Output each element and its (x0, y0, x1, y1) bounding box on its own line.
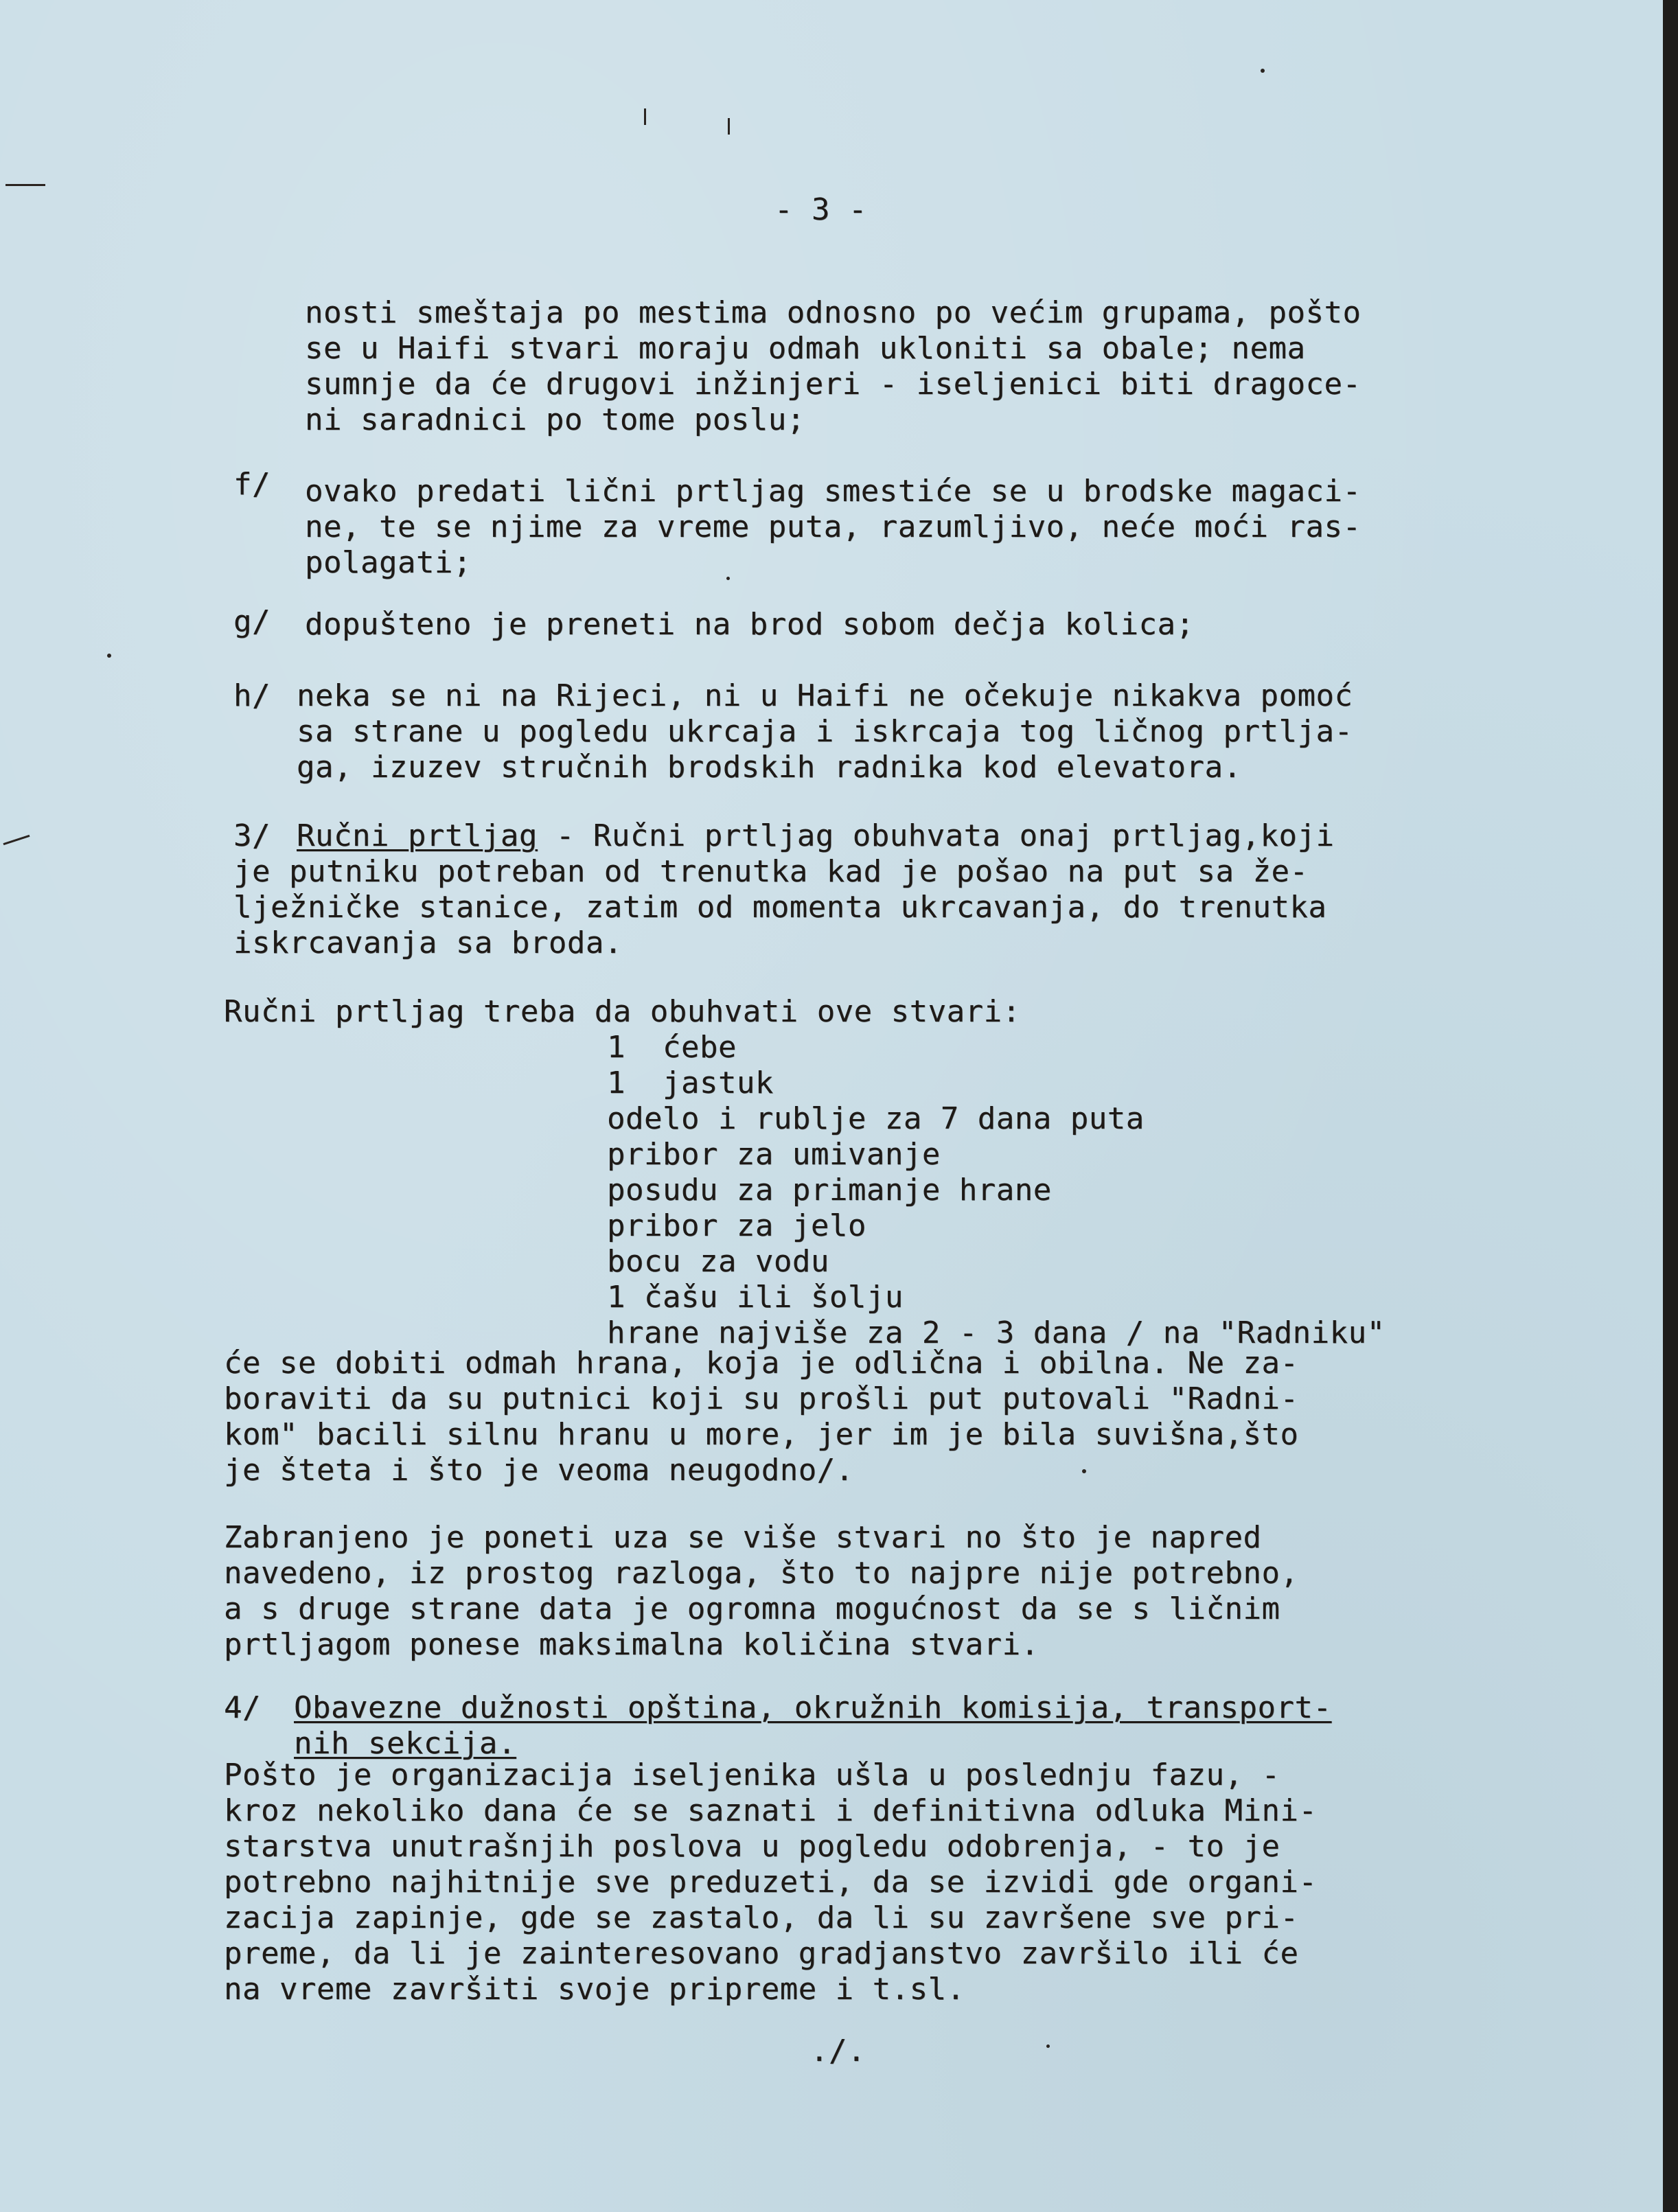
text-line: se u Haifi stvari moraju odmah ukloniti sa obale; nema (305, 331, 1306, 366)
text-line: sa strane u pogledu ukrcaja i iskrcaja tog ličnog prtlja- (297, 714, 1353, 749)
text-line: potrebno najhitnije sve preduzeti, da se izvidi gde organi- (224, 1865, 1318, 1900)
section-heading: Ručni prtljag (297, 818, 538, 853)
text-line: prtljagom ponese maksimalna količina stvari. (224, 1627, 1039, 1662)
ink-speck (1046, 2044, 1050, 2048)
text-line: ni saradnici po tome poslu; (305, 402, 805, 437)
text-line: polagati; (305, 545, 472, 580)
section-first-line (297, 818, 1334, 854)
ink-speck (726, 577, 730, 580)
text-line: lježničke stanice, zatim od momenta ukrcavanja, do trenutka (233, 890, 1327, 925)
text-line: će se dobiti odmah hrana, koja je odlična i obilna. Ne za- (224, 1346, 1299, 1381)
text-line: nosti smeštaja po mestima odnosno po većim grupama, pošto (305, 295, 1361, 330)
text-line: a s druge strane data je ogromna mogućnost da se s ličnim (224, 1591, 1280, 1626)
text-line: neka se ni na Rijeci, ni u Haifi ne očekuje nikakva pomoć (297, 678, 1353, 713)
section-first-line-rest: - Ručni prtljag obuhvata onaj prtljag,koji (537, 818, 1335, 853)
text-line: je putniku potreban od trenutka kad je pošao na put sa že- (233, 854, 1309, 889)
text-line: je šteta i što je veoma neugodno/. (224, 1453, 854, 1488)
item-marker: g/ (233, 604, 271, 639)
section-heading: Obavezne dužnosti opština, okružnih komisija, transport- (294, 1690, 1332, 1725)
text-line: boraviti da su putnici koji su prošli put putovali "Radni- (224, 1381, 1299, 1416)
text-line: kroz nekoliko dana će se saznati i definitivna odluka Mini- (224, 1793, 1318, 1828)
section-marker: 4/ (224, 1690, 261, 1725)
scan-border (1663, 0, 1678, 2212)
list-item: bocu za vodu (607, 1244, 829, 1279)
ink-speck (1261, 69, 1265, 73)
list-item: pribor za jelo (607, 1208, 866, 1243)
section-marker: 3/ (233, 818, 271, 853)
text-line: ovako predati lični prtljag smestiće se u brodske magaci- (305, 474, 1361, 509)
text-line: navedeno, iz prostog razloga, što to najpre nije potrebno, (224, 1556, 1299, 1591)
text-line: na vreme završiti svoje pripreme i t.sl. (224, 1972, 965, 2007)
text-line: starstva unutrašnjih poslova u pogledu odobrenja, - to je (224, 1829, 1280, 1864)
text-line: Pošto je organizacija iseljenika ušla u poslednju fazu, - (224, 1758, 1280, 1793)
list-item: 1 čašu ili šolju (607, 1280, 904, 1315)
text-line: preme, da li je zainteresovano gradjanstvo završilo ili će (224, 1936, 1299, 1971)
list-item: 1 jastuk (607, 1065, 774, 1101)
text-line: zacija zapinje, gde se zastalo, da li su završene sve pri- (224, 1900, 1299, 1935)
list-item: 1 ćebe (607, 1030, 737, 1065)
page-number: - 3 - (774, 192, 867, 227)
list-item: posudu za primanje hrane (607, 1173, 1052, 1208)
section-heading: nih sekcija. (294, 1726, 516, 1761)
item-marker: f/ (233, 467, 271, 502)
text-line: iskrcavanja sa broda. (233, 925, 623, 960)
ink-speck (107, 654, 111, 658)
list-intro: Ručni prtljag treba da obuhvati ove stvari: (224, 994, 1021, 1029)
text-line: kom" bacili silnu hranu u more, jer im je bila suvišna,što (224, 1417, 1299, 1452)
text-line: sumnje da će drugovi inžinjeri - iseljenici biti dragoce- (305, 367, 1361, 402)
margin-mark (5, 184, 45, 186)
item-marker: h/ (233, 678, 271, 713)
text-line: ga, izuzev stručnih brodskih radnika kod elevatora. (297, 750, 1242, 785)
ink-tick (644, 108, 646, 125)
ink-speck (1082, 1469, 1086, 1473)
text-line: dopušteno je preneti na brod sobom dečja kolica; (305, 607, 1195, 642)
ink-tick (728, 118, 730, 135)
list-item: pribor za umivanje (607, 1137, 941, 1172)
list-item: hrane najviše za 2 - 3 dana / na "Radniku" (607, 1315, 1386, 1350)
text-line: ne, te se njime za vreme puta, razumljivo, neće moći ras- (305, 509, 1361, 544)
list-item: odelo i rublje za 7 dana puta (607, 1101, 1145, 1136)
continuation-mark: ./. (810, 2034, 866, 2069)
text-line: Zabranjeno je poneti uza se više stvari no što je napred (224, 1520, 1262, 1555)
margin-mark (3, 835, 30, 845)
